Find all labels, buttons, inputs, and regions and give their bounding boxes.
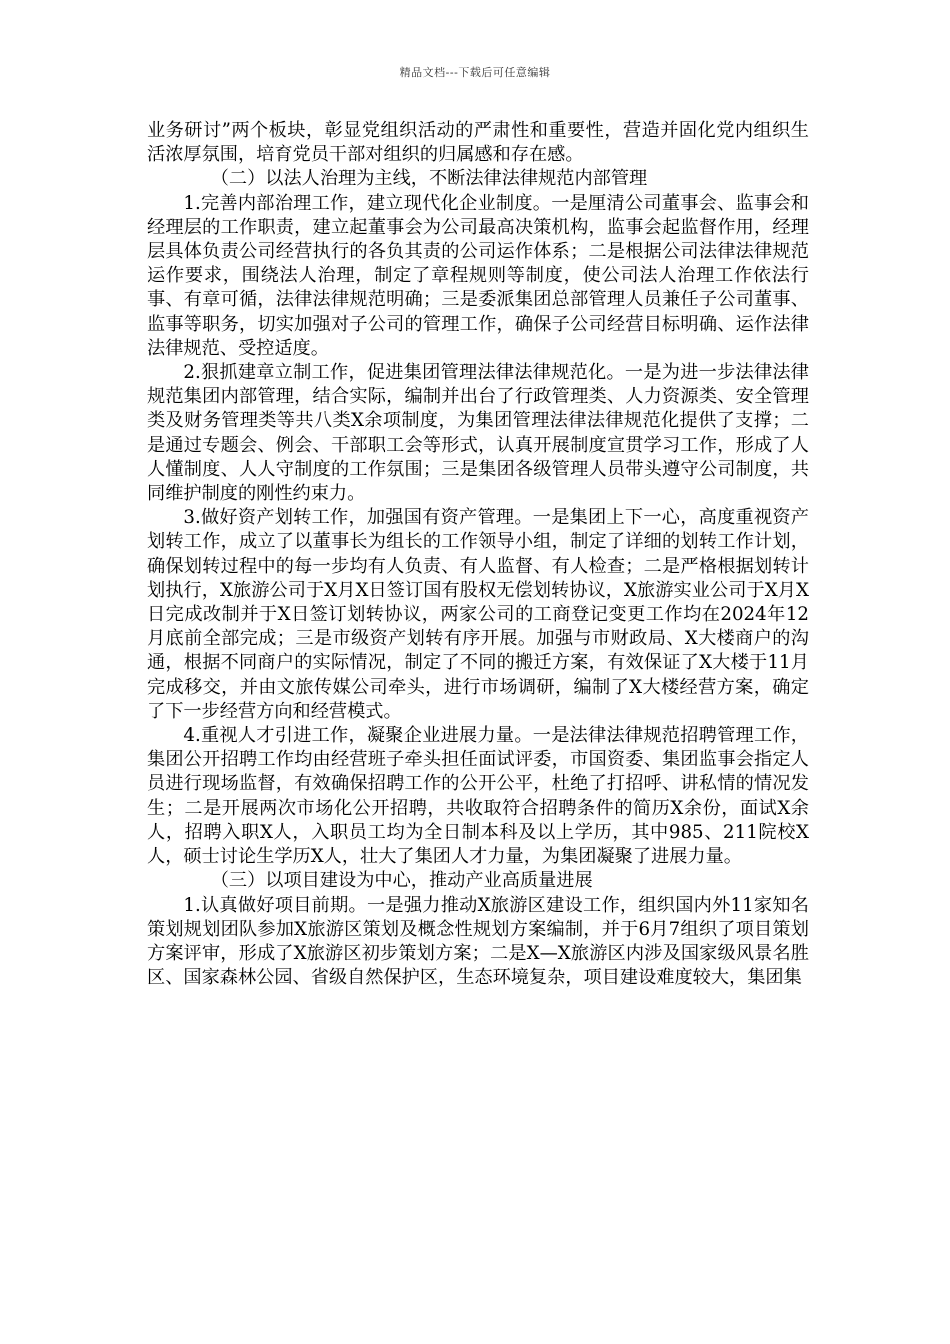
section-heading-2: （二）以法人治理为主线，不断法律法律规范内部管理 xyxy=(210,168,648,190)
paragraph-continued: 业务研讨”两个板块，彰显党组织活动的严肃性和重要性，营造并固化党内组织生活浓厚氛围，培育党员干部对组织的归属感和存在感。 xyxy=(147,120,809,166)
page-header: 精品文档---下载后可任意编辑 xyxy=(399,66,551,79)
paragraph-asset-transfer: 3.做好资产划转工作，加强国有资产管理。一是集团上下一心，高度重视资产划转工作，成立了以董事长为组长的工作领导小组，制定了详细的划转工作计划，确保划转过程中的每一步均有人负责、有人监督、有人检查；二是严格根据划转计划执行，X旅游公司于X月X日签订国有股权无偿划转协议，X旅游实业公司于X月X日完成改制并于X日签订划转协议，两家公司的工商登记变更工作均在2024年12月底前全部完成；三是市级资产划转有序开展。加强与市财政局、X大楼商户的沟通，根据不同商户的实际情况，制定了不同的搬迁方案，有效保证了X大楼于11月完成移交，并由文旅传媒公司牵头，进行市场调研，编制了X大楼经营方案，确定了下一步经营方向和经营模式。 xyxy=(147,507,809,722)
paragraph-project-preparation: 1.认真做好项目前期。一是强力推动X旅游区建设工作，组织国内外11家知名策划规划团队参加X旅游区策划及概念性规划方案编制，并于6月7组织了项目策划方案评审，形成了X旅游区初步策划方案；二是X—X旅游区内涉及国家级风景名胜区、国家森林公园、省级自然保护区，生态环境复杂，项目建设难度较大，集团集 xyxy=(147,894,809,989)
paragraph-internal-governance: 1.完善内部治理工作，建立现代化企业制度。一是厘清公司董事会、监事会和经理层的工作职责，建立起董事会为公司最高决策机构，监事会起监督作用，经理层具体负责公司经营执行的各负其责的公司运作体系；二是根据公司法律法律规范运作要求，围绕法人治理，制定了章程规则等制度，使公司法人治理工作依法行事、有章可循，法律法律规范明确；三是委派集团总部管理人员兼任子公司董事、监事等职务，切实加强对子公司的管理工作，确保子公司经营目标明确、运作法律法律规范、受控适度。 xyxy=(147,192,809,359)
paragraph-rules-system: 2.狠抓建章立制工作，促进集团管理法律法律规范化。一是为进一步法律法律规范集团内部管理，结合实际，编制并出台了行政管理类、人力资源类、安全管理类及财务管理类等共八类X余项制度，为集团管理法律法律规范化提供了支撑；二是通过专题会、例会、干部职工会等形式，认真开展制度宣贯学习工作，形成了人人懂制度、人人守制度的工作氛围；三是集团各级管理人员带头遵守公司制度，共同维护制度的刚性约束力。 xyxy=(147,362,809,505)
section-heading-3: （三）以项目建设为中心，推动产业高质量进展 xyxy=(210,870,593,892)
document-body xyxy=(147,119,809,990)
paragraph-talent: 4.重视人才引进工作，凝聚企业进展力量。一是法律法律规范招聘管理工作，集团公开招聘工作均由经营班子牵头担任面试评委，市国资委、集团监事会指定人员进行现场监督，有效确保招聘工作的公开公平，杜绝了打招呼、讲私情的情况发生；二是开展两次市场化公开招聘，共收取符合招聘条件的简历X余份，面试X余人，招聘入职X人，入职员工均为全日制本科及以上学历，其中985、211院校X人，硕士讨论生学历X人，壮大了集团人才力量，为集团凝聚了进展力量。 xyxy=(147,725,809,868)
